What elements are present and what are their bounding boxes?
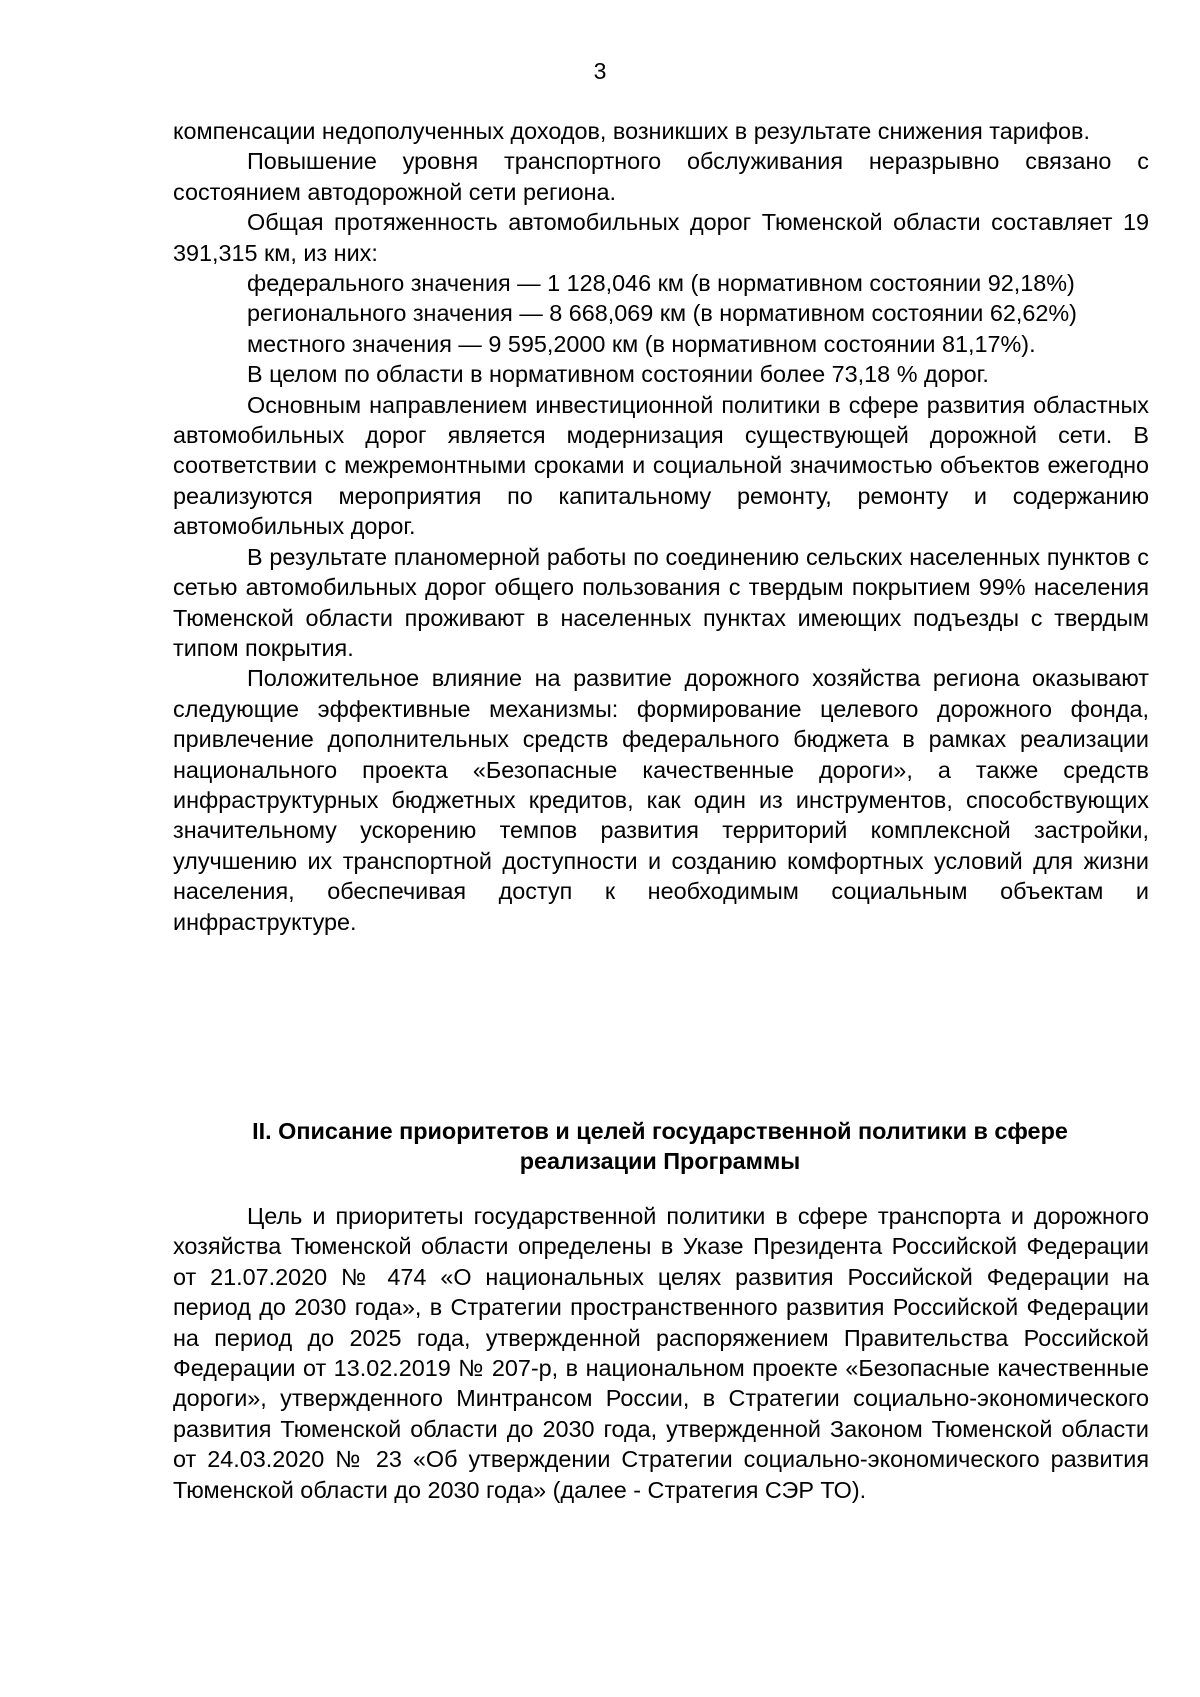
body-text-bottom bbox=[173, 1201, 1149, 1505]
paragraph-compensation: компенсации недополученных доходов, возникших в результате снижения тарифов. bbox=[173, 118, 1090, 144]
paragraph-regional-roads: регионального значения — 8 668,069 км (в нормативном состоянии 62,62%) bbox=[247, 300, 1077, 327]
paragraph-policy-goals: Цель и приоритеты государственной политики в сфере транспорта и дорожного хозяйства Тюменской области определены в Указе Президента Российской Федерации от 21.07.2020 № 474 «О национальных целях развития Российской Федерации на период до 2030 года», в Стратегии пространственного развития Российской Федерации на период до 2025 года, утвержденной распоряжением Правительства Российской Федерации от 13.02.2019 № 207-р, в национальном проекте «Безопасные качественные дороги», утвержденного Минтрансом России, в Стратегии социально-экономического развития Тюменской области до 2030 года, утвержденной Законом Тюменской области от 24.03.2020 № 23 «Об утверждении Стратегии социально-экономического развития Тюменской области до 2030 года» (далее - Стратегия СЭР ТО). bbox=[173, 1203, 1149, 1503]
paragraph-transport-service: Повышение уровня транспортного обслуживания неразрывно связано с состоянием автодорожной сети региона. bbox=[173, 148, 1149, 205]
body-text-top bbox=[173, 116, 1149, 937]
section-heading: II. Описание приоритетов и целей государственной политики в сфере реализации Программы bbox=[252, 1118, 1068, 1175]
paragraph-total-length: Общая протяженность автомобильных дорог Тюменской области составляет 19 391,315 км, из них: bbox=[173, 209, 1149, 266]
paragraph-positive-influence: Положительное влияние на развитие дорожного хозяйства региона оказывают следующие эффективные механизмы: формирование целевого дорожного фонда, привлечение дополнительных средств федерального бюджета в рамках реализации национального проекта «Безопасные качественные дороги», а также средств инфраструктурных бюджетных кредитов, как один из инструментов, способствующих значительному ускорению темпов развития территорий комплексной застройки, улучшению их транспортной доступности и созданию комфортных условий для жизни населения, обеспечивая доступ к необходимым социальным объектам и инфраструктуре. bbox=[173, 665, 1149, 935]
paragraph-overall-condition: В целом по области в нормативном состоянии более 73,18 % дорог. bbox=[247, 361, 989, 388]
page-number: 3 bbox=[593, 58, 607, 84]
paragraph-investment-policy: Основным направлением инвестиционной политики в сфере развития областных автомобильных дорог является модернизация существующей дорожной сети. В соответствии с межремонтными сроками и социальной значимостью объектов ежегодно реализуются мероприятия по капитальному ремонту, ремонту и содержанию автомобильных дорог. bbox=[173, 391, 1149, 540]
paragraph-local-roads: местного значения — 9 595,2000 км (в нормативном состоянии 81,17%). bbox=[247, 330, 1036, 357]
paragraph-federal-roads: федерального значения — 1 128,046 км (в нормативном состоянии 92,18%) bbox=[247, 270, 1075, 297]
paragraph-rural-connection: В результате планомерной работы по соединению сельских населенных пунктов с сетью автомобильных дорог общего пользования с твердым покрытием 99% населения Тюменской области проживают в населенных пунктах имеющих подъезды с твердым типом покрытия. bbox=[173, 543, 1149, 661]
